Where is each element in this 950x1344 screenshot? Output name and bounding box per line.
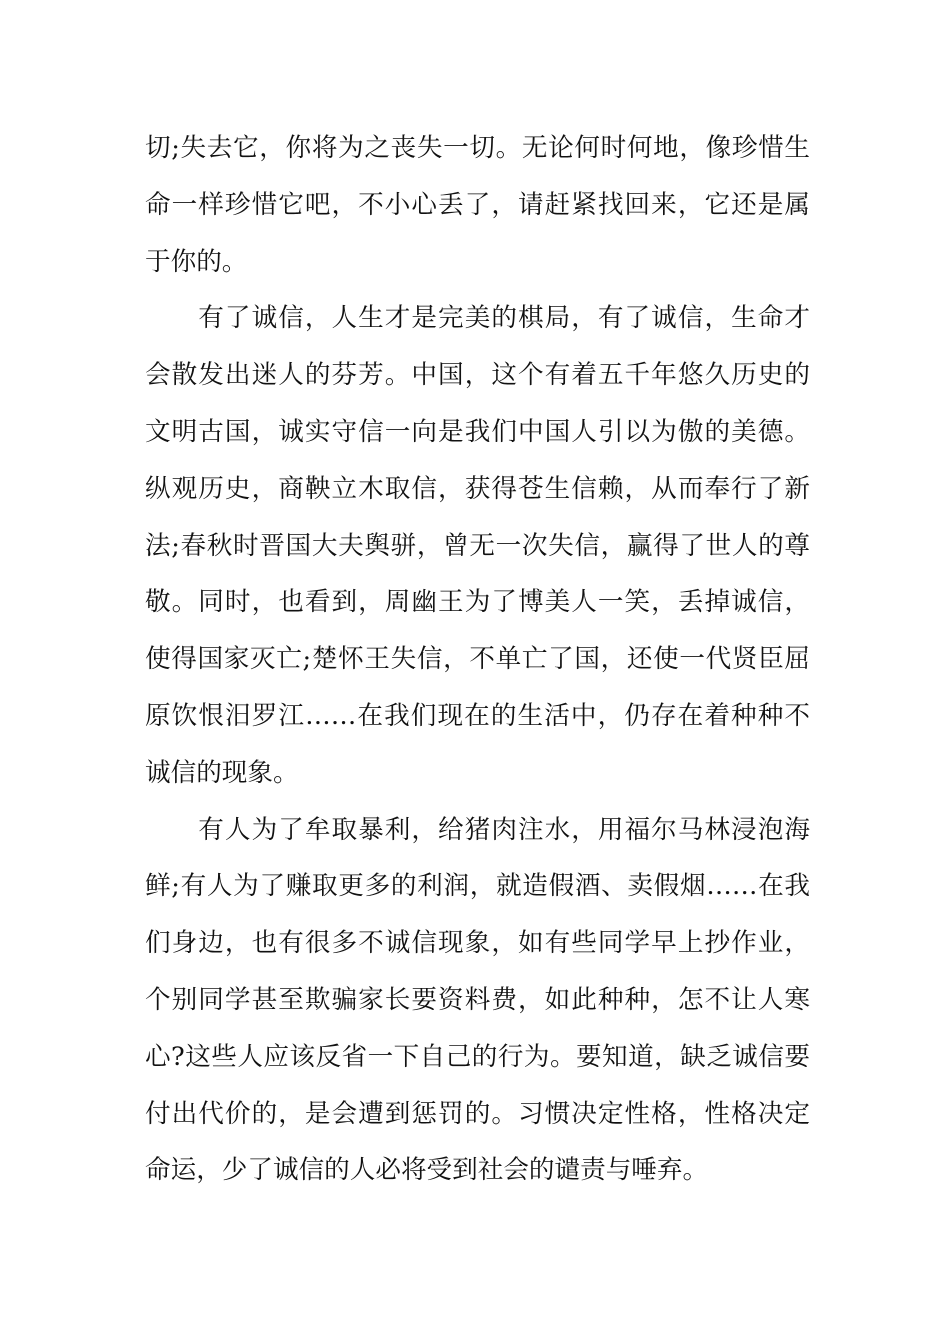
- text-line: 命运，少了诚信的人必将受到社会的谴责与唾弃。: [145, 1155, 709, 1186]
- text-line: 有了诚信，人生才是完美的棋局，有了诚信，生命才: [145, 303, 810, 334]
- essay-body: [145, 120, 810, 1199]
- text-line: 鲜;有人为了赚取更多的利润，就造假酒、卖假烟……在我: [145, 871, 810, 902]
- text-line: 法;春秋时晋国大夫舆骈，曾无一次失信，赢得了世人的尊: [145, 530, 810, 561]
- text-line: 使得国家灭亡;楚怀王失信，不单亡了国，还使一代贤臣屈: [145, 644, 810, 675]
- text-line: 付出代价的，是会遭到惩罚的。习惯决定性格，性格决定: [145, 1098, 810, 1129]
- text-line: 文明古国，诚实守信一向是我们中国人引以为傲的美德。: [145, 416, 810, 447]
- text-line: 敬。同时，也看到，周幽王为了博美人一笑，丢掉诚信，: [145, 587, 810, 618]
- text-line: 命一样珍惜它吧，不小心丢了，请赶紧找回来，它还是属: [145, 189, 810, 220]
- text-line: 心?这些人应该反省一下自己的行为。要知道，缺乏诚信要: [145, 1041, 810, 1072]
- text-line: 纵观历史，商鞅立木取信，获得苍生信赖，从而奉行了新: [145, 473, 810, 504]
- text-line: 原饮恨汨罗江……在我们现在的生活中，仍存在着种种不: [145, 700, 810, 731]
- text-line: 会散发出迷人的芬芳。中国，这个有着五千年悠久历史的: [145, 360, 810, 391]
- text-line: 切;失去它，你将为之丧失一切。无论何时何地，像珍惜生: [145, 133, 810, 163]
- text-line: 个别同学甚至欺骗家长要资料费，如此种种，怎不让人寒: [145, 984, 810, 1015]
- text-line: 诚信的现象。: [145, 757, 299, 788]
- text-line: 有人为了牟取暴利，给猪肉注水，用福尔马林浸泡海: [145, 814, 810, 845]
- text-line: 们身边，也有很多不诚信现象，如有些同学早上抄作业，: [145, 928, 810, 959]
- text-line: 于你的。: [145, 246, 248, 277]
